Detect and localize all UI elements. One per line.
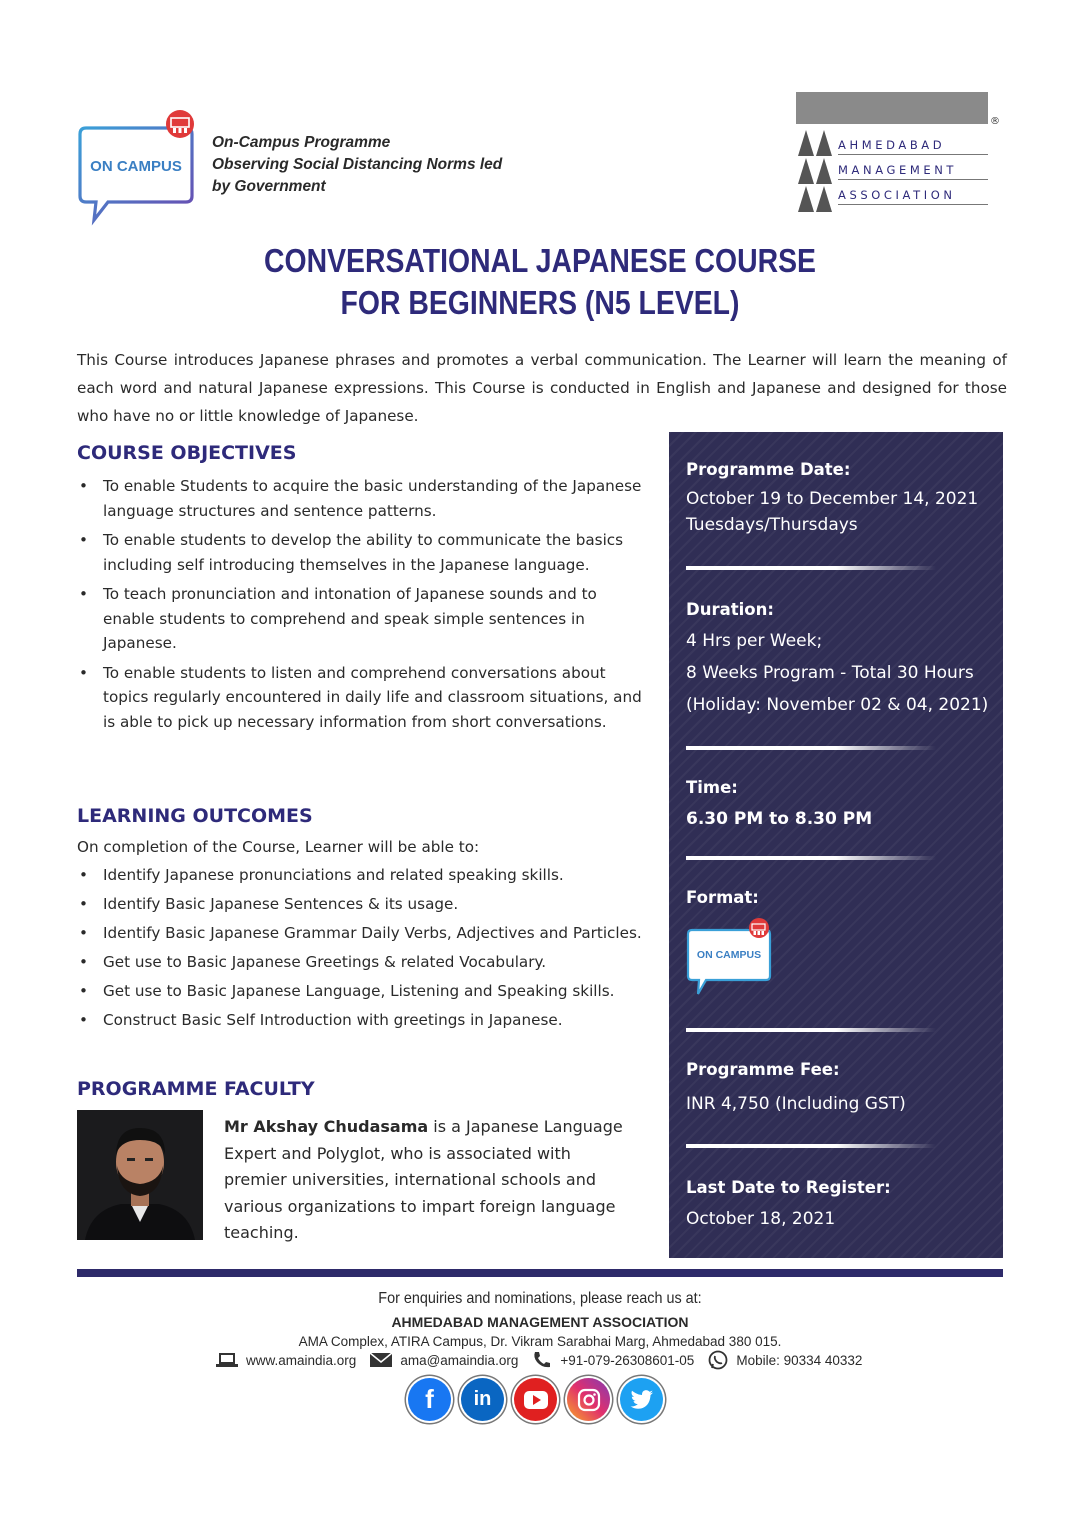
list-item: • Identify Basic Japanese Grammar Daily Verbs, Adjectives and Particles. [77, 921, 642, 946]
mobile-number[interactable]: Mobile: 90334 40332 [736, 1352, 863, 1368]
phone-icon [532, 1351, 552, 1369]
time-value: 6.30 PM to 8.30 PM [686, 809, 873, 829]
list-item: • To teach pronunciation and intonation of Japanese sounds and to enable students to comprehend and speak simple sentences in Japanese. [77, 582, 647, 656]
faculty-portrait-icon [77, 1110, 203, 1240]
youtube-icon[interactable] [514, 1378, 557, 1421]
on-campus-badge-text: ON CAMPUS [90, 158, 182, 175]
last-date-label: Last Date to Register: [686, 1178, 891, 1197]
panel-divider [686, 746, 936, 750]
programme-fee-label: Programme Fee: [686, 1060, 840, 1079]
programme-date-label: Programme Date: [686, 460, 851, 479]
course-intro: This Course introduces Japanese phrases and promotes a verbal communication. The Learner will learn the meaning of each word and natural Japanese expressions. This Course is conducted in English and Japanese and designed for those who have no or little knowledge of Japanese. [77, 351, 1007, 425]
title-line-1: CONVERSATIONAL JAPANESE COURSE [264, 242, 816, 279]
format-label: Format: [686, 888, 759, 907]
faculty-bio [224, 1114, 629, 1247]
footer-enquiries: For enquiries and nominations, please reach us at: [378, 1290, 702, 1307]
footer-address: AMA Complex, ATIRA Campus, Dr. Vikram Sarabhai Marg, Ahmedabad 380 015. [298, 1334, 782, 1349]
programme-days-value: Tuesdays/Thursdays [686, 515, 858, 535]
on-campus-tagline [212, 132, 502, 198]
format-on-campus-badge [686, 918, 772, 996]
duration-line-2: 8 Weeks Program - Total 30 Hours [686, 663, 974, 683]
ama-logo-mark-icon [798, 128, 836, 212]
on-campus-badge [74, 108, 200, 226]
laptop-icon [216, 1352, 238, 1368]
mobile-contact[interactable] [708, 1350, 862, 1370]
tagline-line-2: Observing Social Distancing Norms led [212, 156, 503, 173]
objectives-list [77, 474, 647, 734]
email-contact[interactable] [370, 1352, 518, 1368]
learning-outcomes-section [77, 805, 667, 1037]
email-link[interactable]: ama@amaindia.org [400, 1352, 519, 1368]
list-item: • Identify Basic Japanese Sentences & its usage. [77, 892, 642, 917]
list-item: • Get use to Basic Japanese Greetings & related Vocabulary. [77, 950, 642, 975]
time-label: Time: [686, 778, 738, 797]
website-link[interactable]: www.amaindia.org [246, 1352, 357, 1368]
duration-line-1: 4 Hrs per Week; [686, 631, 823, 651]
programme-date-value: October 19 to December 14, 2021 [686, 489, 979, 509]
panel-divider [686, 856, 936, 860]
footer-org-name: AHMEDABAD MANAGEMENT ASSOCIATION [391, 1314, 689, 1330]
programme-details-panel [669, 432, 1003, 1258]
website-contact[interactable] [216, 1352, 356, 1368]
panel-divider [686, 566, 936, 570]
list-item: • To enable Students to acquire the basic understanding of the Japanese language structures and sentence patterns. [77, 474, 647, 523]
tagline-line-3: by Government [212, 178, 326, 195]
page-title [76, 240, 1005, 324]
outcomes-lead: On completion of the Course, Learner will be able to: [77, 838, 480, 856]
phone-contact[interactable] [532, 1351, 694, 1369]
contact-row [216, 1350, 876, 1370]
course-objectives-section [77, 442, 647, 739]
list-item: • To enable students to develop the ability to communicate the basics including self introducing themselves in the Japanese language. [77, 528, 647, 577]
facebook-icon[interactable]: f [408, 1378, 451, 1421]
social-links [408, 1378, 673, 1421]
tagline-line-1: On-Campus Programme [212, 134, 391, 151]
ama-logo-bar [796, 92, 988, 124]
duration-label: Duration: [686, 600, 774, 619]
programme-fee-value: INR 4,750 (Including GST) [686, 1094, 906, 1114]
title-line-2: FOR BEGINNERS (N5 LEVEL) [340, 284, 740, 321]
faculty-bio-text: is a Japanese Language Expert and Polyglot, who is associated with premier universities, international schools and various organizations to impart foreign language teaching. [224, 1117, 623, 1242]
format-badge-text: ON CAMPUS [696, 949, 762, 961]
faculty-name: Mr Akshay Chudasama [224, 1117, 429, 1136]
phone-number[interactable]: +91-079-26308601-05 [560, 1352, 695, 1368]
footer-rule [77, 1269, 1003, 1277]
list-item: • Get use to Basic Japanese Language, Listening and Speaking skills. [77, 979, 642, 1004]
list-item: • Construct Basic Self Introduction with greetings in Japanese. [77, 1008, 642, 1033]
envelope-icon [370, 1352, 392, 1368]
faculty-photo [77, 1110, 203, 1240]
twitter-icon[interactable] [620, 1378, 663, 1421]
outcomes-list [77, 863, 642, 1033]
instagram-icon[interactable] [567, 1378, 610, 1421]
panel-divider [686, 1028, 936, 1032]
course-objectives-heading: COURSE OBJECTIVES [77, 442, 297, 464]
linkedin-icon[interactable]: in [461, 1378, 504, 1421]
last-date-value: October 18, 2021 [686, 1209, 836, 1229]
ama-logo-line-3: ASSOCIATION [838, 186, 988, 205]
panel-divider [686, 1144, 936, 1148]
programme-faculty-heading: PROGRAMME FACULTY [77, 1078, 315, 1100]
registered-mark: ® [990, 116, 1000, 127]
ama-logo-line-2: MANAGEMENT [838, 161, 988, 180]
ama-logo-line-1: AHMEDABAD [838, 136, 988, 155]
duration-line-3: (Holiday: November 02 & 04, 2021) [686, 695, 989, 715]
list-item: • To enable students to listen and comprehend conversations about topics regularly encountered in daily life and classroom situations, and is able to pick up necessary information from short conversations. [77, 661, 647, 735]
list-item: • Identify Japanese pronunciations and related speaking skills. [77, 863, 642, 888]
whatsapp-icon [708, 1350, 728, 1370]
learning-outcomes-heading: LEARNING OUTCOMES [77, 805, 313, 827]
